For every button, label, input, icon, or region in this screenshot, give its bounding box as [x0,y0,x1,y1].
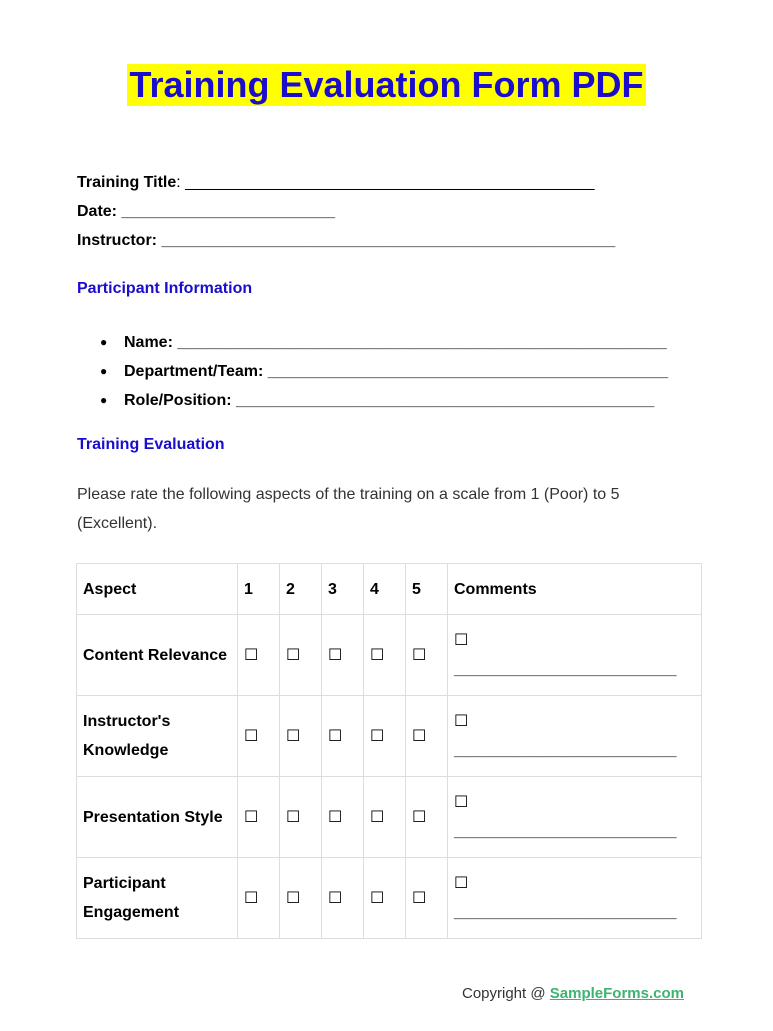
comment-cell [448,858,702,939]
copyright-text: Copyright @ [462,985,550,1002]
rating-checkbox[interactable]: ☐ [412,646,427,664]
rating-checkbox[interactable]: ☐ [328,646,343,664]
bullet-icon: ● [100,364,108,378]
evaluation-intro: Please rate the following aspects of the training on a scale from 1 (Poor) to 5 (Excellent). [77,486,620,532]
rating-checkbox[interactable]: ☐ [244,889,259,907]
training-title-label: Training Title [77,174,177,191]
comment-cell [448,777,702,858]
title-wrapper [0,64,773,106]
department-field: Department/Team: _____________________________________________ [124,363,669,380]
evaluation-table [76,563,702,939]
header-1: 1 [238,564,280,615]
training-evaluation-heading: Training Evaluation [77,436,225,453]
table-row [77,858,702,939]
table-header-row [77,564,702,615]
rating-checkbox[interactable]: ☐ [286,646,301,664]
comment-checkbox[interactable]: ☐ [454,632,469,649]
header-aspect: Aspect [77,564,238,615]
participant-info-heading: Participant Information [77,280,253,297]
date-field: Date: ________________________ [77,203,336,220]
comment-checkbox[interactable]: ☐ [454,794,469,811]
rating-checkbox[interactable]: ☐ [412,889,427,907]
comment-cell [448,615,702,696]
comment-line[interactable]: _________________________ [454,904,677,921]
name-field: Name: _______________________________________________________ [124,334,667,351]
aspect-cell: Content Relevance [77,615,238,696]
list-item [100,386,668,415]
rating-checkbox[interactable]: ☐ [244,727,259,745]
header-4: 4 [364,564,406,615]
bullet-icon: ● [100,393,108,407]
bullet-icon: ● [100,335,108,349]
rating-checkbox[interactable]: ☐ [244,646,259,664]
comment-checkbox[interactable]: ☐ [454,875,469,892]
rating-checkbox[interactable]: ☐ [244,808,259,826]
training-title-line: : ______________________________________________ [176,174,595,191]
comment-line[interactable]: _________________________ [454,661,677,678]
rating-checkbox[interactable]: ☐ [328,727,343,745]
aspect-cell: Instructor's Knowledge [77,696,238,777]
table-row [77,696,702,777]
comment-line[interactable]: _________________________ [454,742,677,759]
rating-checkbox[interactable]: ☐ [412,808,427,826]
rating-checkbox[interactable]: ☐ [328,808,343,826]
header-comments: Comments [448,564,702,615]
comment-line[interactable]: _________________________ [454,823,677,840]
role-field: Role/Position: _______________________________________________ [124,392,655,409]
rating-checkbox[interactable]: ☐ [286,889,301,907]
table-row [77,615,702,696]
rating-checkbox[interactable]: ☐ [286,727,301,745]
instructor-field: Instructor: ___________________________________________________ [77,232,616,249]
rating-checkbox[interactable]: ☐ [370,727,385,745]
rating-checkbox[interactable]: ☐ [328,889,343,907]
comment-checkbox[interactable]: ☐ [454,713,469,730]
aspect-cell: Participant Engagement [77,858,238,939]
list-item [100,357,668,386]
list-item [100,328,668,357]
header-2: 2 [280,564,322,615]
brand-link[interactable]: SampleForms.com [549,985,684,1002]
rating-checkbox[interactable]: ☐ [286,808,301,826]
header-5: 5 [406,564,448,615]
table-row [77,777,702,858]
page-title: Training Evaluation Form PDF [129,64,644,105]
participant-info-list [100,328,668,415]
rating-checkbox[interactable]: ☐ [370,808,385,826]
rating-checkbox[interactable]: ☐ [370,889,385,907]
aspect-cell: Presentation Style [77,777,238,858]
footer [462,985,684,1002]
training-title-field [77,173,595,193]
comment-cell [448,696,702,777]
rating-checkbox[interactable]: ☐ [412,727,427,745]
rating-checkbox[interactable]: ☐ [370,646,385,664]
header-3: 3 [322,564,364,615]
